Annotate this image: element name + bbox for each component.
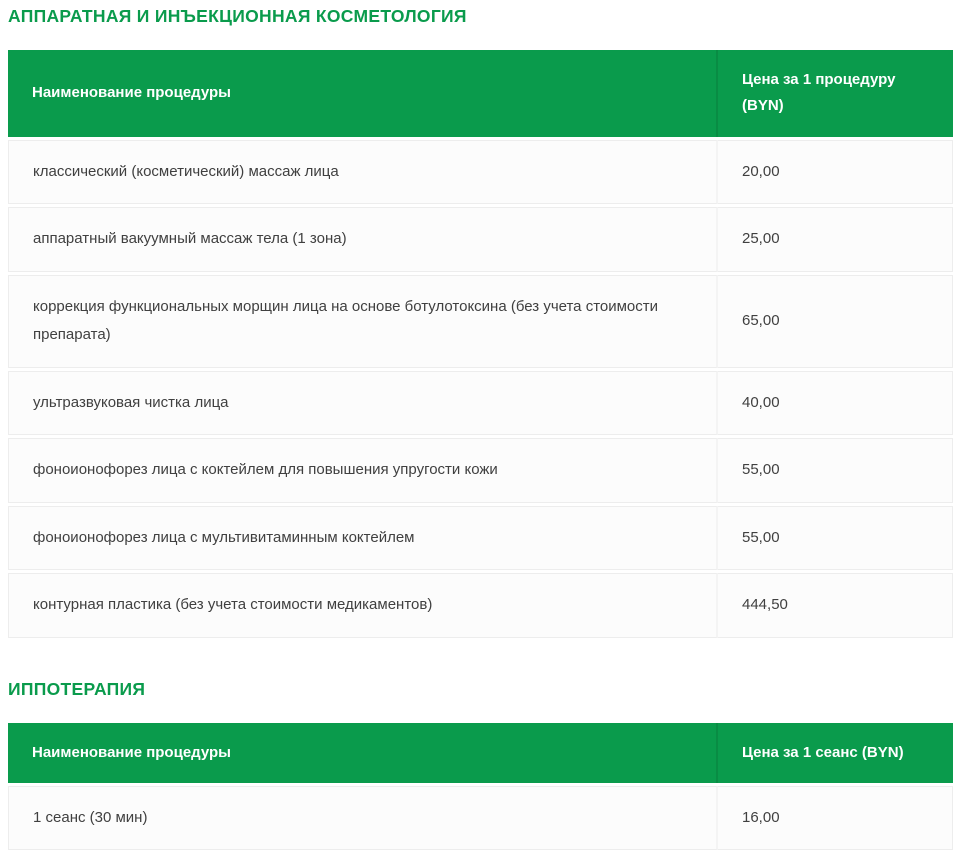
procedure-name-cell: коррекция функциональных морщин лица на основе ботулотоксина (без учета стоимости препарата)	[8, 275, 718, 368]
table-row	[8, 438, 953, 503]
procedure-name-cell: фоноионофорез лица с мультивитаминным коктейлем	[8, 506, 718, 571]
table-row	[8, 786, 953, 851]
table-row	[8, 371, 953, 436]
table-row	[8, 506, 953, 571]
price-cell: 20,00	[718, 140, 953, 205]
price-cell: 55,00	[718, 506, 953, 571]
procedure-name-cell: аппаратный вакуумный массаж тела (1 зона)	[8, 207, 718, 272]
procedure-name-cell: ультразвуковая чистка лица	[8, 371, 718, 436]
table-row	[8, 275, 953, 368]
table-header-row	[8, 50, 953, 137]
price-table	[8, 47, 953, 641]
price-cell: 444,50	[718, 573, 953, 638]
price-cell: 65,00	[718, 275, 953, 368]
price-cell: 40,00	[718, 371, 953, 436]
procedure-name-cell: классический (косметический) массаж лица	[8, 140, 718, 205]
procedure-name-cell: контурная пластика (без учета стоимости медикаментов)	[8, 573, 718, 638]
table-row	[8, 573, 953, 638]
section-title: АППАРАТНАЯ И ИНЪЕКЦИОННАЯ КОСМЕТОЛОГИЯ	[8, 6, 953, 27]
price-cell: 16,00	[718, 786, 953, 851]
price-section	[8, 6, 953, 641]
procedure-name-cell: фоноионофорез лица с коктейлем для повышения упругости кожи	[8, 438, 718, 503]
price-cell: 55,00	[718, 438, 953, 503]
column-header-procedure: Наименование процедуры	[8, 50, 718, 137]
price-section	[8, 679, 953, 853]
price-cell: 25,00	[718, 207, 953, 272]
column-header-procedure: Наименование процедуры	[8, 723, 718, 783]
column-header-price: Цена за 1 процедуру (BYN)	[718, 50, 953, 137]
table-header-row	[8, 723, 953, 783]
section-title: ИППОТЕРАПИЯ	[8, 679, 953, 700]
table-row	[8, 140, 953, 205]
column-header-price: Цена за 1 сеанс (BYN)	[718, 723, 953, 783]
procedure-name-cell: 1 сеанс (30 мин)	[8, 786, 718, 851]
table-row	[8, 207, 953, 272]
